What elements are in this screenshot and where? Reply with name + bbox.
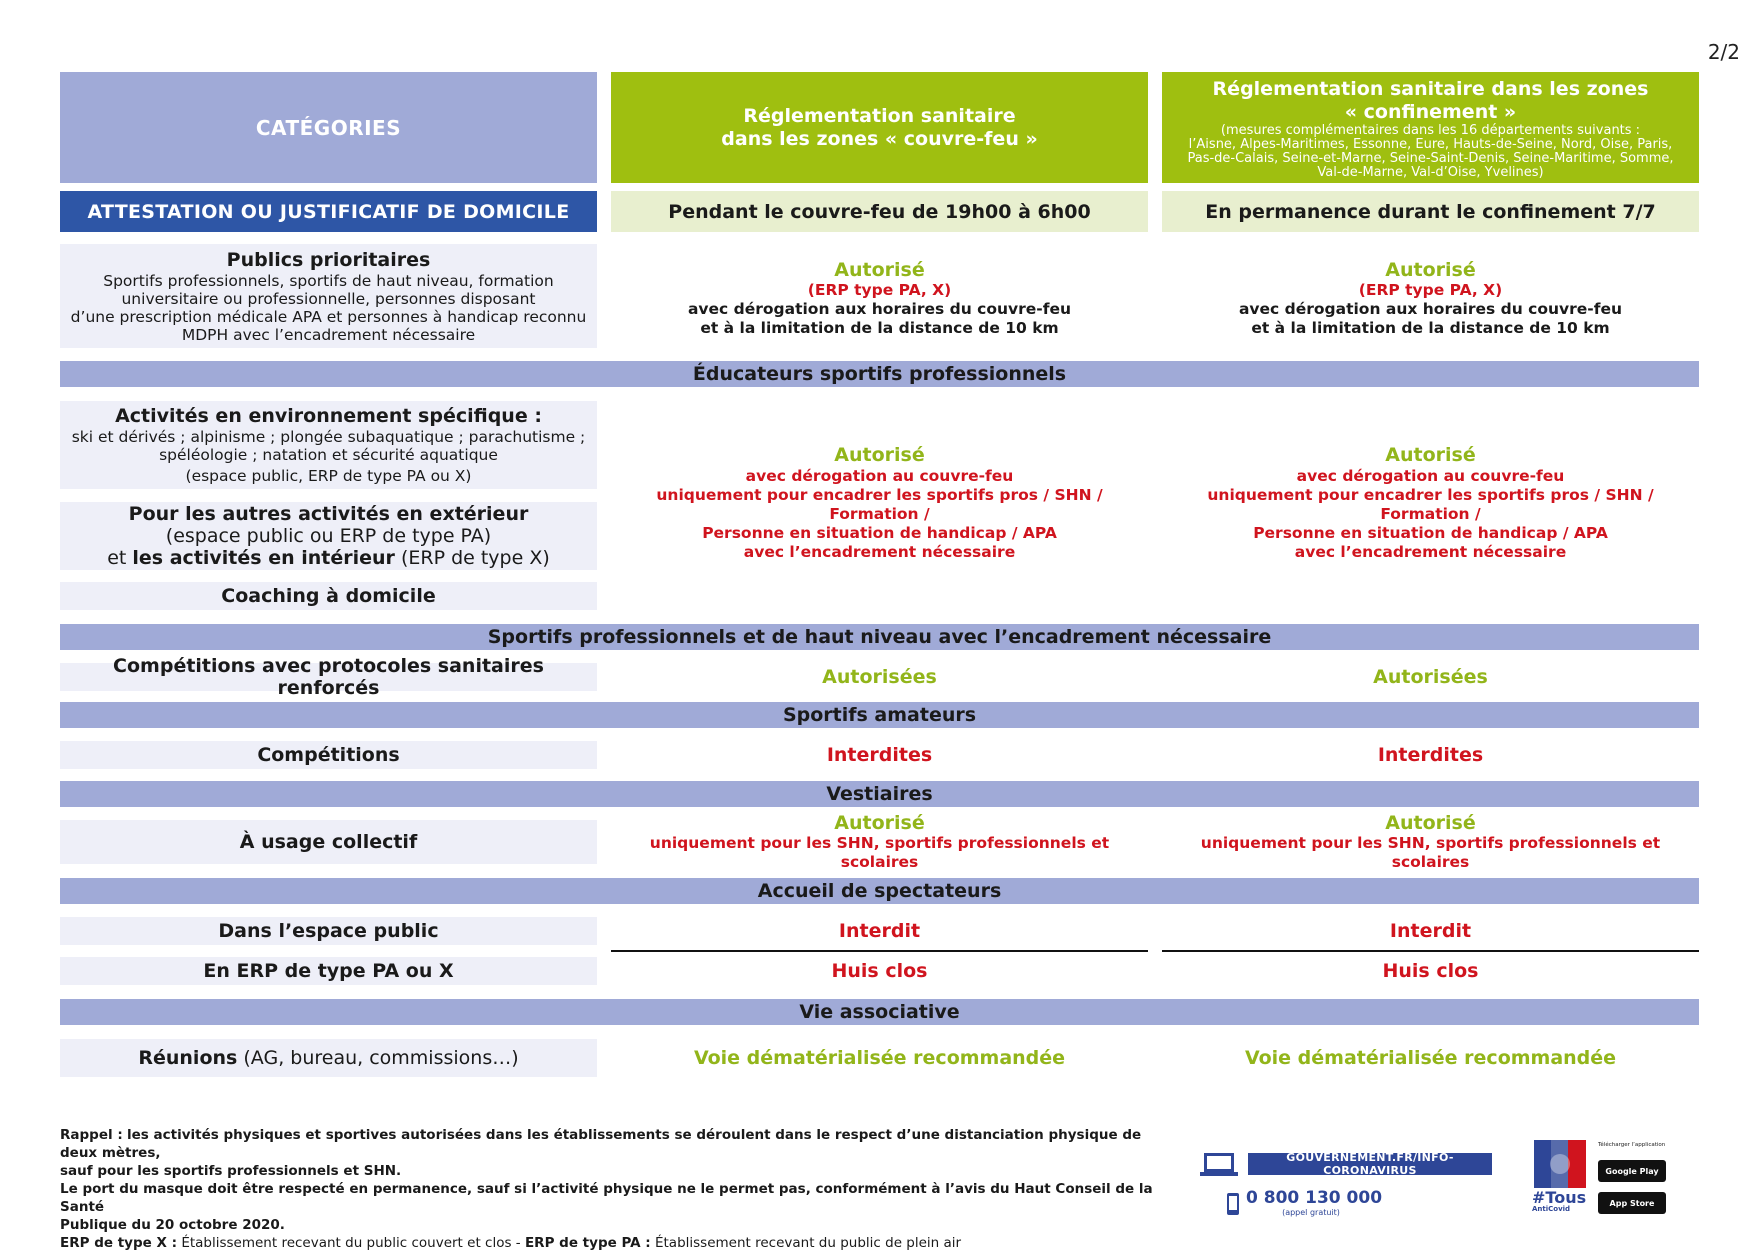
coaching-cell: Coaching à domicile [60, 582, 597, 610]
attestation-banner: ATTESTATION OU JUSTIFICATIF DE DOMICILE [60, 191, 597, 232]
educateurs-r3: Personne en situation de handicap / APA [1253, 524, 1608, 542]
educateurs-r4: avec l’encadrement nécessaire [1294, 543, 1567, 561]
erp-pa-x-confinement: Huis clos [1382, 960, 1479, 982]
autres-activites-cell [60, 502, 597, 570]
app-store-label: App Store [1609, 1198, 1655, 1208]
footer-masque-text: Le port du masque doit être respecté en permanence, sauf si l’activité physique ne le permet pas, conformément à l’avis du Haut Conseil de la Santé [60, 1181, 1153, 1215]
publics-erp: (ERP type PA, X) [807, 280, 952, 299]
autres-activites-line2: (espace public ou ERP de type PA) [165, 525, 492, 547]
header-couvre-feu-line2: dans les zones « couvre-feu » [721, 127, 1038, 150]
activites-specifiques-cell [60, 401, 597, 489]
vestiaires-bar: Vestiaires [60, 781, 1699, 807]
publics-title: Publics prioritaires [226, 248, 431, 271]
publics-couvre-feu [611, 256, 1148, 340]
gouv-url-link[interactable]: GOUVERNEMENT.FR/INFO-CORONAVIRUS [1248, 1153, 1492, 1175]
espace-public-confinement: Interdit [1389, 920, 1472, 942]
activites-specifiques-title: Activités en environnement spécifique : [115, 405, 542, 427]
competitions-protocoles-cell: Compétitions avec protocoles sanitaires renforcés [60, 663, 597, 691]
activites-specifiques-line3: (espace public, ERP de type PA ou X) [185, 467, 472, 485]
activites-specifiques-line2: spéléologie ; natation et sécurité aquatique [159, 446, 498, 464]
vestiaires-couvre-feu [611, 812, 1148, 871]
competitions-amateurs-cell: Compétitions [60, 741, 597, 769]
phone-number[interactable]: 0 800 130 000 [1246, 1188, 1383, 1208]
footer-rappel-text2: sauf pour les sportifs professionnels et SHN. [60, 1163, 402, 1179]
laptop-icon [1199, 1152, 1239, 1178]
spectateurs-bar: Accueil de spectateurs [60, 878, 1699, 904]
header-confinement-sub1: (mesures complémentaires dans les 16 départements suivants : [1220, 122, 1641, 138]
header-couvre-feu-line1: Réglementation sanitaire [743, 104, 1016, 127]
competitions-protocoles-confinement: Autorisées [1373, 666, 1488, 688]
reunions-bold: Réunions [138, 1047, 238, 1069]
footer-notes [60, 1126, 1180, 1252]
header-categories: CATÉGORIES [60, 72, 597, 183]
autres-activites-erp: (ERP de type X) [400, 547, 550, 569]
autres-activites-et: et [107, 547, 127, 569]
educateurs-r1: avec dérogation au couvre-feu [1296, 467, 1565, 485]
header-confinement [1162, 72, 1699, 183]
competitions-protocoles-couvre-feu: Autorisées [822, 666, 937, 688]
app-store-button[interactable] [1598, 1192, 1666, 1214]
educateurs-couvre-feu [611, 444, 1148, 561]
publics-confinement [1162, 256, 1699, 340]
publics-status: Autorisé [1385, 258, 1476, 281]
publics-derog1: avec dérogation aux horaires du couvre-feu [1238, 299, 1623, 318]
reunions-rest: (AG, bureau, commissions…) [243, 1047, 519, 1069]
tous-label: #Tous [1532, 1188, 1587, 1207]
competitions-amateurs-confinement: Interdites [1377, 744, 1484, 766]
sportifs-pro-bar: Sportifs professionnels et de haut niveau avec l’encadrement nécessaire [60, 624, 1699, 650]
educateurs-r3: Personne en situation de handicap / APA [702, 524, 1057, 542]
publics-derog1: avec dérogation aux horaires du couvre-feu [687, 299, 1072, 318]
footer-erpx-label: ERP de type X : [60, 1235, 178, 1251]
vestiaires-detail: uniquement pour les SHN, sportifs professionnels et scolaires [1200, 834, 1661, 871]
divider-line [1162, 950, 1699, 952]
footer-rappel-label: Rappel : [60, 1127, 123, 1143]
publics-prioritaires-cell [60, 244, 597, 348]
educateurs-r4: avec l’encadrement nécessaire [743, 543, 1016, 561]
footer-masque-text2: Publique du 20 octobre 2020. [60, 1217, 285, 1233]
erp-pa-x-couvre-feu: Huis clos [831, 960, 928, 982]
educateurs-r1: avec dérogation au couvre-feu [745, 467, 1014, 485]
autres-activites-line3 [107, 547, 550, 569]
vestiaires-detail: uniquement pour les SHN, sportifs professionnels et scolaires [649, 834, 1110, 871]
phone-icon [1226, 1192, 1240, 1216]
educateurs-r2: uniquement pour encadrer les sportifs pros / SHN / Formation / [1207, 486, 1654, 523]
header-confinement-sub3: Pas-de-Calais, Seine-et-Marne, Seine-Saint-Denis, Seine-Maritime, Somme, [1187, 150, 1674, 166]
footer-masque-2 [60, 1216, 1180, 1234]
reunions-couvre-feu: Voie dématérialisée recommandée [693, 1047, 1066, 1069]
vestiaires-status: Autorisé [1385, 812, 1476, 834]
header-confinement-sub2: l’Aisne, Alpes-Maritimes, Essonne, Eure, Hauts-de-Seine, Nord, Oise, Paris, [1188, 136, 1673, 152]
autres-activites-line1: Pour les autres activités en extérieur [128, 503, 529, 525]
publics-line3: d’une prescription médicale APA et personnes à handicap reconnu [70, 307, 587, 326]
footer-erp [60, 1234, 1180, 1252]
page-number: 2/2 [1707, 40, 1740, 64]
divider-line [611, 950, 1148, 952]
header-confinement-line1: Réglementation sanitaire dans les zones [1212, 77, 1649, 100]
google-play-button[interactable] [1598, 1160, 1666, 1182]
publics-line4: MDPH avec l’encadrement nécessaire [181, 325, 476, 344]
publics-line2: universitaire ou professionnelle, personnes disposant [121, 289, 536, 308]
reunions-cell [60, 1039, 597, 1077]
header-couvre-feu [611, 72, 1148, 183]
header-confinement-line2: « confinement » [1344, 100, 1517, 123]
publics-derog2: et à la limitation de la distance de 10 km [1251, 318, 1610, 337]
footer-erppa-label: ERP de type PA : [524, 1235, 651, 1251]
footer-rappel-1 [60, 1126, 1180, 1162]
educateurs-confinement [1162, 444, 1699, 561]
usage-collectif-cell: À usage collectif [60, 820, 597, 864]
autres-activites-interieur: les activités en intérieur [132, 547, 395, 569]
competitions-amateurs-couvre-feu: Interdites [826, 744, 933, 766]
vestiaires-confinement [1162, 812, 1699, 871]
publics-erp: (ERP type PA, X) [1358, 280, 1503, 299]
reunions-confinement: Voie dématérialisée recommandée [1244, 1047, 1617, 1069]
publics-derog2: et à la limitation de la distance de 10 km [700, 318, 1059, 337]
phone-note: (appel gratuit) [1282, 1208, 1340, 1217]
google-play-label: Google Play [1605, 1166, 1659, 1176]
header-confinement-sub4: Val-de-Marne, Val-d’Oise, Yvelines) [1317, 164, 1544, 180]
tous-anticovid-logo [1532, 1140, 1588, 1216]
educateurs-status: Autorisé [1385, 444, 1476, 466]
educateurs-bar: Éducateurs sportifs professionnels [60, 361, 1699, 387]
reunions-label [138, 1047, 518, 1069]
publics-status: Autorisé [834, 258, 925, 281]
espace-public-cell: Dans l’espace public [60, 917, 597, 945]
confinement-hours: En permanence durant le confinement 7/7 [1162, 191, 1699, 232]
phone-block [1246, 1188, 1386, 1217]
activites-specifiques-line1: ski et dérivés ; alpinisme ; plongée subaquatique ; parachutisme ; [71, 428, 586, 446]
app-note: Télécharger l’application [1598, 1142, 1666, 1148]
publics-line1: Sportifs professionnels, sportifs de haut niveau, formation [103, 271, 554, 290]
espace-public-couvre-feu: Interdit [838, 920, 921, 942]
amateurs-bar: Sportifs amateurs [60, 702, 1699, 728]
footer-rappel-text: les activités physiques et sportives autorisées dans les établissements se déroulent dans le respect d’une distanciation physique de deux mètres, [60, 1127, 1142, 1161]
erp-pa-x-cell: En ERP de type PA ou X [60, 957, 597, 985]
footer-erpx-text: Établissement recevant du public couvert et clos - [181, 1235, 521, 1251]
couvre-feu-hours: Pendant le couvre-feu de 19h00 à 6h00 [611, 191, 1148, 232]
associative-bar: Vie associative [60, 999, 1699, 1025]
anticovid-label: AntiCovid [1532, 1205, 1571, 1213]
vestiaires-status: Autorisé [834, 812, 925, 834]
educateurs-r2: uniquement pour encadrer les sportifs pros / SHN / Formation / [656, 486, 1103, 523]
educateurs-status: Autorisé [834, 444, 925, 466]
footer-erppa-text: Établissement recevant du public de plein air [654, 1235, 962, 1251]
footer-rappel-2 [60, 1162, 1180, 1180]
footer-masque-1 [60, 1180, 1180, 1216]
